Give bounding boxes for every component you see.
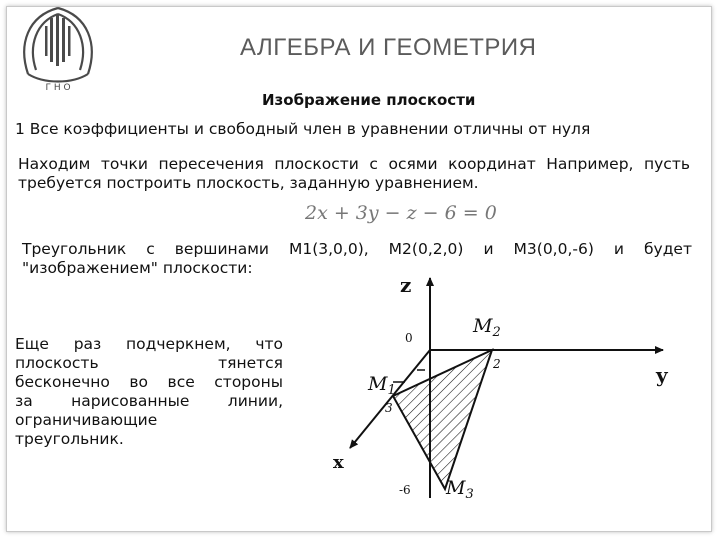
emphasis-paragraph — [15, 335, 283, 449]
university-logo — [6, 4, 110, 96]
m2-label — [472, 315, 501, 340]
emphasis-line-5: ограничивающие — [15, 411, 158, 429]
triangle-line-1: Треугольник с вершинами М1(3,0,0), М2(0,2,0) и М3(0,0,-6) и будет — [22, 240, 692, 258]
logo-caption: Г Н О — [45, 83, 71, 93]
emphasis-line-3: бесконечно во все стороны — [15, 373, 283, 391]
y-tick-label: 2 — [493, 357, 501, 371]
x-tick-label: 3 — [385, 401, 393, 415]
m1-label — [367, 373, 396, 398]
m3-label — [445, 477, 474, 502]
section-subtitle: Изображение плоскости — [262, 91, 476, 109]
m1-letter: M — [368, 373, 388, 395]
x-axis-label: x — [333, 452, 344, 473]
m2-letter: M — [473, 315, 493, 337]
origin-tick-label: 0 — [405, 331, 413, 345]
intro-paragraph: Находим точки пересечения плоскости с осями координат Например, пусть требуется построить плоскость, заданную уравнением. — [18, 155, 690, 192]
m3-subscript: 3 — [465, 487, 474, 502]
plane-equation: 2x + 3y − z − 6 = 0 — [305, 202, 497, 224]
z-axis-label: z — [400, 273, 412, 297]
triangle-line-2: "изображением" плоскости: — [22, 259, 253, 277]
m1-subscript: 1 — [387, 383, 396, 398]
plane-diagram — [325, 270, 710, 540]
emphasis-line-4: за нарисованные линии, — [15, 392, 283, 410]
emphasis-line-6: треугольник. — [15, 430, 124, 448]
m3-letter: M — [446, 477, 466, 499]
m2-subscript: 2 — [492, 325, 501, 340]
slide-title: АЛГЕБРА И ГЕОМЕТРИЯ — [240, 34, 537, 61]
emphasis-line-1: Еще раз подчеркнем, что — [15, 335, 283, 353]
case-statement: 1 Все коэффициенты и свободный член в уравнении отличны от нуля — [15, 120, 591, 138]
emphasis-line-2: плоскость тянется — [15, 354, 283, 372]
plane-triangle — [393, 350, 492, 489]
z-tick-label: -6 — [399, 483, 411, 497]
y-axis-label: y — [656, 363, 668, 387]
